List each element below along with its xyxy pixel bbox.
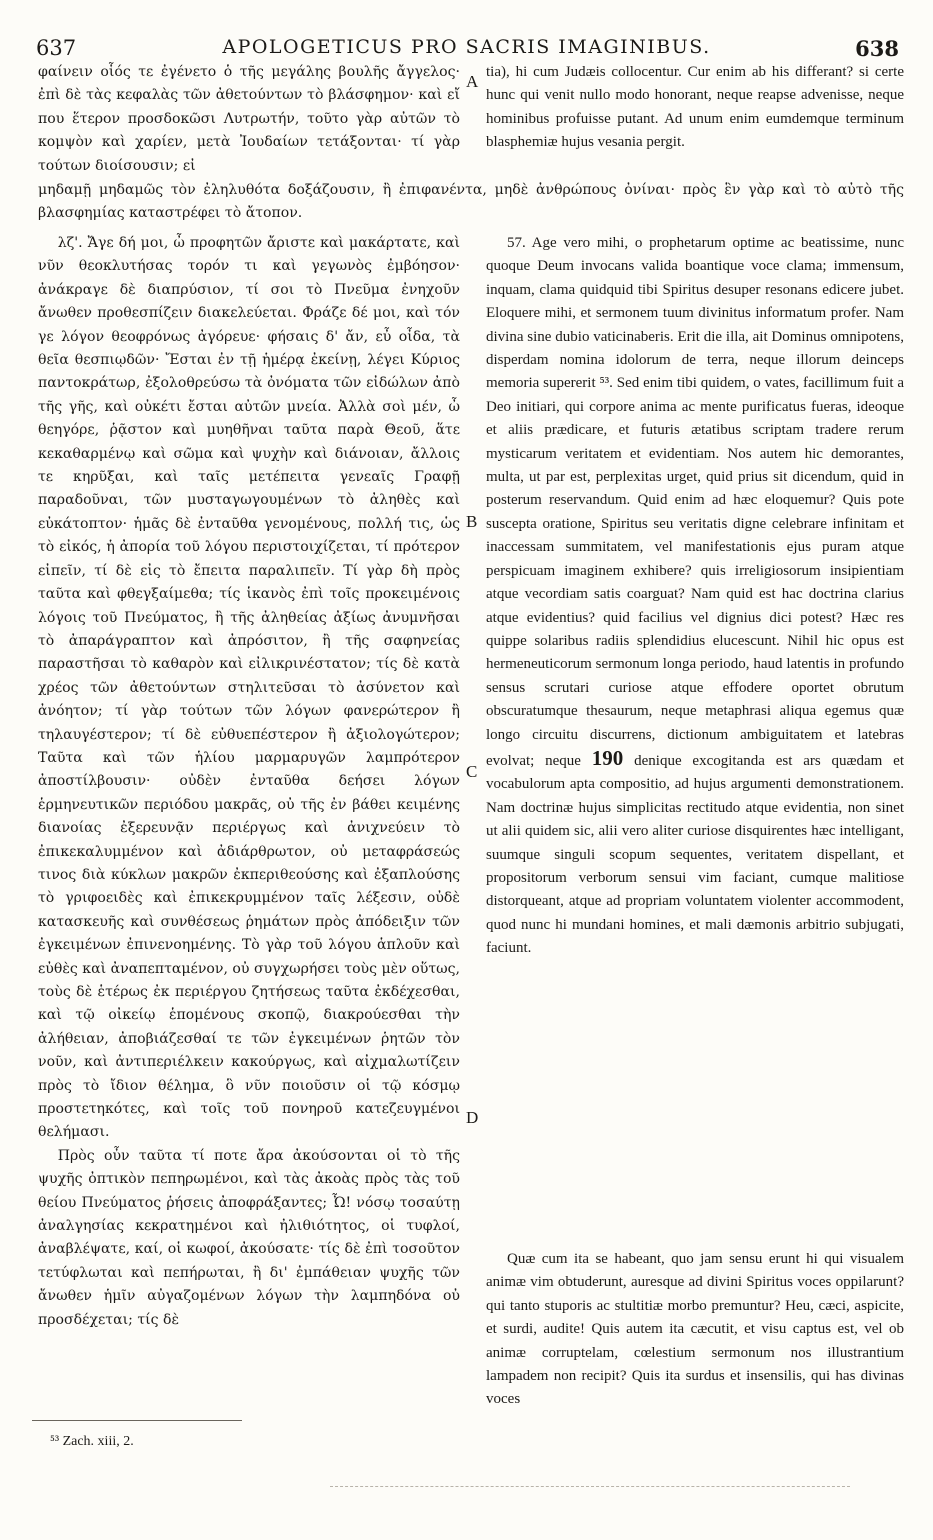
page-number-right: 638 (855, 36, 899, 61)
greek-paragraph-37: λζ'. Ἄγε δή μοι, ὦ προφητῶν ἄριστε καὶ μακάρτατε, καὶ νῦν θεοκλυτήσας τορόν τι καὶ γεγωνὸς ἐμβόησον· ἀνάκραγε δὲ διαπρύσιον, τί σοι τὸ Πνεῦμα ἐνηχοῦν ἄνωθεν προθεσπίζειν διακελεύεται. Φράζε δέ μοι, καὶ τόν γε λόγον θεοφρόνως ἀγόρευε· φήσαις δ' ἄν, εὖ οἶδα, τὰ θεῖα θεσπιῳδῶν· Ἔσται ἐν τῇ ἡμέρᾳ ἐκείνῃ, λέγει Κύριος παντοκράτωρ, ἐξολοθρεύσω τὰ ὀνόματα τῶν εἰδώλων ἀπὸ τῆς γῆς, καὶ οὐκέτι ἔσται αὐτῶν μνεία. Ἀλλὰ σοὶ μέν, ὦ θεηγόρε, ῥᾷστον καὶ μυηθῆναι ταῦτα παρὰ Θεοῦ, ἅτε κεκαθαρμένῳ καὶ σῶμα καὶ ψυχὴν καὶ διάνοιαν, ἄλλοις τε κηρῦξαι, καὶ ταῖς μετέπειτα γενεαῖς Γραφῇ παραδοῦναι, τῶν μυσταγωγουμένων τὸ ἀληθὲς καὶ εὐκάτοπτον· ἡμᾶς δὲ ἐνταῦθα γενομένους, πολλή τις, ὡς τὸ εἰκός, ἡ ἀπορία τοῦ λόγου περιστοιχίζεται, τί πρότερον εἰπεῖν, τί δὲ εἰς τὸ ἔπειτα παραλιπεῖν. Τί γὰρ δὴ πρὸς ταῦτα καὶ φθεγξαίμεθα; τίς ἱκανὸς ἐπὶ τοῖς προκειμένοις λόγοις τοῦ Πνεύματος, ἢ τῆς ἀληθείας ἀξίως ἀνυμνῆσαι τὸ ἀπαράγραπτον καὶ ἀπρόσιτον, ἢ τῆς σαφηνείας παραστῆσαι τὸ καθαρὸν καὶ εἰλικρινέστατον; τίς δὲ κατὰ χρέος τῶν ἀθετούντων στηλιτεῦσαι τὸ ἀσύνετον καὶ ἀνόητον; τί γὰρ τούτων τῶν λόγων φανερώτερον ἢ τηλαυγέστερον; τί δὲ εὐθυεπέστερον ἢ ἀξιολογώτερον; Ταῦτα καὶ τῶν ἡλίου μαρμαρυγῶν λαμπρότερον ἀποστίλβουσιν· οὐδὲν ἐνταῦθα δεήσει λόγων ἑρμηνευτικῶν περιόδου μακρᾶς, οὐ τῆς ἐν βάθει κειμένης διανοίας ἐξερευνᾷν περιέργως καὶ ἀνιχνεύειν τὸ ἐπικεκαλυμμένον καὶ ἀδιάρθρωτον, οὐ μεταφράσεώς τινος διὰ κύκλων μακρῶν ἐκπεριθεούσης καὶ ἐξαπλούσης τὸ γριφοειδὲς καὶ ἐπικεκρυμμένον ταῖς λέξεσιν, οὐδὲ κατασκευῆς καὶ συνθέσεως ῥημάτων πρὸς ἀπόδειξιν τῶν ἐγκειμένων ἐπινενοημένης. Τὸ γὰρ τοῦ λόγου ἁπλοῦν καὶ εὐθὲς καὶ ἀναπεπταμένον, οὐ συγχωρήσει τοὺς μὲν οὕτως, τοὺς δὲ ἑτέρως ἐκ περιέργου ζητήσεως ταῦτα ἐκδέχεσθαι, καὶ τῷ οἰκείῳ ἑπομένους σκοπῷ, διακρούεσθαι τὴν ἀλήθειαν, ἀποβιάζεσθαί τε τῶν ἐγκειμένων ῥητῶν τὸν νοῦν, καὶ ἀντιπεριέλκειν κακούργως, καὶ αἰχμαλωτίζειν πρὸς τὸ ἴδιον θέλημα, ὃ νῦν ποιοῦσιν οἱ τῷ κόσμῳ προστετηκότες, καὶ τοῖς τοῦ πονηροῦ κατεζευγμένοι θελήμασι. (38, 235, 460, 1141)
footnote-rule (32, 1420, 242, 1421)
latin-paragraph-57 (486, 232, 904, 961)
page-number-left: 637 (36, 36, 77, 60)
margin-letter-a: A (466, 72, 479, 91)
latin-text: 57. Age vero mihi, o prophetarum optime ac beatissime, nunc quoque Deum invocans valida boantique voce clama; immensum, inquam, clama quidquid tibi Spiritus desuper resonans edicere jubet. Eloquere mihi, et sermonem tuum divinitus informatum profer. Nam divina sine dubio vaticinaberis. Erit die illa, ait Dominus omnipotens, disperdam nomina idolorum de terra, neque illorum deinceps memoria supererit ⁵³. Sed enim tibi quidem, o vates, facillimum fuit a Deo initiari, qui corpore anima ac mente purificatus fueras, ideoque et aliis prædicare, et futuris ætatibus scriptam tradere rerum mysticarum veritatem et evidentiam. Nos autem hic demorantes, multa, ut par est, perplexitas urget, quid prius sit dicendum, quid in posterum reservandum. Quid enim ad hæc eloquemur? Quis pote suscepta oratione, Spiritus seu veritatis digne celebrare infinitam et inaccessam summitatem, vel manifestationis ejus puram atque perspicuam imaginem exhibere? quis irreligiosorum insipientiam atque vecordiam satis coarguat? Nam quid est hac doctrina clarius atque evidentius? quid facilius vel dignius dici potest? Hæc res quippe solaribus radiis splendidius elucescunt. Nihil hic opus est hermeneuticorum sermonum longa periodo, haud latentis in profundo sensus scrutari curiose atque effodere oportet obrutum obscuratumque thesaurum, neque metaphrasi aliqua egemus quæ longo circuitu discurrens, dictionum ambiguitatem et latebras evolvat; neque (486, 235, 904, 769)
greek-paragraph: μηδαμῇ μηδαμῶς τὸν ἐληλυθότα δοξάζουσιν, ἢ ἐπιφανέντα, μηδὲ ἀνθρώπους ὀνίναι· πρὸς ἓν γὰρ καὶ τὸ αὐτὸ τῆς βλασφημίας καταστρέφει τὸ ἄτοπον. (38, 182, 904, 222)
margin-letter-b: B (466, 512, 478, 531)
margin-letter-d: D (466, 1108, 479, 1127)
greek-paragraph: Πρὸς οὖν ταῦτα τί ποτε ἄρα ἀκούσονται οἱ τὸ τῆς ψυχῆς ὀπτικὸν πεπηρωμένοι, καὶ τὰς ἀκοὰς πρὸς τὰς τοῦ θείου Πνεύματος ῥήσεις ἀποφράξαντες; Ὦ! νόσῳ τοσαύτῃ ἀναλγησίας κεκρατημένοι καὶ ἠλιθιότητος, οἱ τυφλοί, ἀναβλέψατε, καί, οἱ κωφοί, ἀκούσατε· τίς δὲ ἐπὶ τοσοῦτον τετύφλωται καὶ πεπήρωται, ἢ δι' ἐμπάθειαν ψυχῆς τῶν ἄνωθεν ἡμῖν αὐγαζομένων λόγων τὴν λαμπηδόνα οὐ προσδέχεται; τίς δὲ (38, 1147, 460, 1328)
column-number-marker: 190 (591, 745, 624, 770)
footnote: ⁵³ Zach. xiii, 2. (50, 1434, 134, 1449)
latin-column-bottom (486, 1248, 904, 1412)
margin-letter-c: C (466, 762, 478, 781)
latin-paragraph: Quæ cum ita se habeant, quo jam sensu erunt hi qui visualem animæ vim obtuderunt, auresque ad divini Spiritus voces oppilarunt? qui tanto stuporis ac stultitiæ morbo premuntur? Heu, cæci, aspicite, et surdi, audite! Quis autem ita cæcutit, et visu captus est, vel ob animæ corruptelam, cœlestium sermonum nos illustrantium lampadem non recipit? Quis ita surdus et insensilis, qui has divinas voces (486, 1251, 904, 1408)
latin-paragraph: tia), hi cum Judæis collocentur. Cur enim ab his differant? si certe hunc qui venit nullo modo honorant, neque reapse advenisse, neque hominibus profuisse putant. Ad unum enim eumdemque terminum blasphemiæ hujus vesania pergit. (486, 64, 904, 151)
greek-column-main (38, 232, 460, 1332)
greek-spanning-text (38, 179, 904, 226)
latin-column-main (486, 232, 904, 961)
running-title: APOLOGETICUS PRO SACRIS IMAGINIBUS. (222, 36, 711, 58)
scan-artifact-line (330, 1486, 850, 1487)
greek-paragraph: φαίνειν οἷός τε ἐγένετο ὁ τῆς μεγάλης βουλῆς ἄγγελος· ἐπὶ δὲ τὰς κεφαλὰς τῶν ἀθετούντων τὸ βλάσφημον· καὶ εἴ που ἕτερον προσδοκῶσι Λυτρωτήν, τοῦτο γὰρ αὐτῶν τὸ κομψὸν καὶ χαρίεν, μετὰ Ἰουδαίων τετάξονται· τί γὰρ τούτων διοίσουσιν; εἰ (38, 64, 460, 174)
latin-column-top (486, 61, 904, 155)
latin-text: denique excogitanda est ars quædam et vocabulorum apta compositio, ad hujus argumenti demonstrationem. Nam doctrinæ hujus simplicitas rectitudo atque evidentia, non sinet ut alii quidem sic, alii vero aliter curiose disquirentes hæc intelligant, suumque singuli scopum sequentes, veritatem dispellant, et propositorum verborum sensui vim faciant, cumque malitiose distorqueant, atque ad propriam voluntatem violenter accommodent, quod nunc hi mundani homines, et mali dæmonis arbitrio subjugati, faciunt. (486, 752, 905, 957)
greek-column-top (38, 61, 460, 178)
page-header (30, 36, 903, 62)
